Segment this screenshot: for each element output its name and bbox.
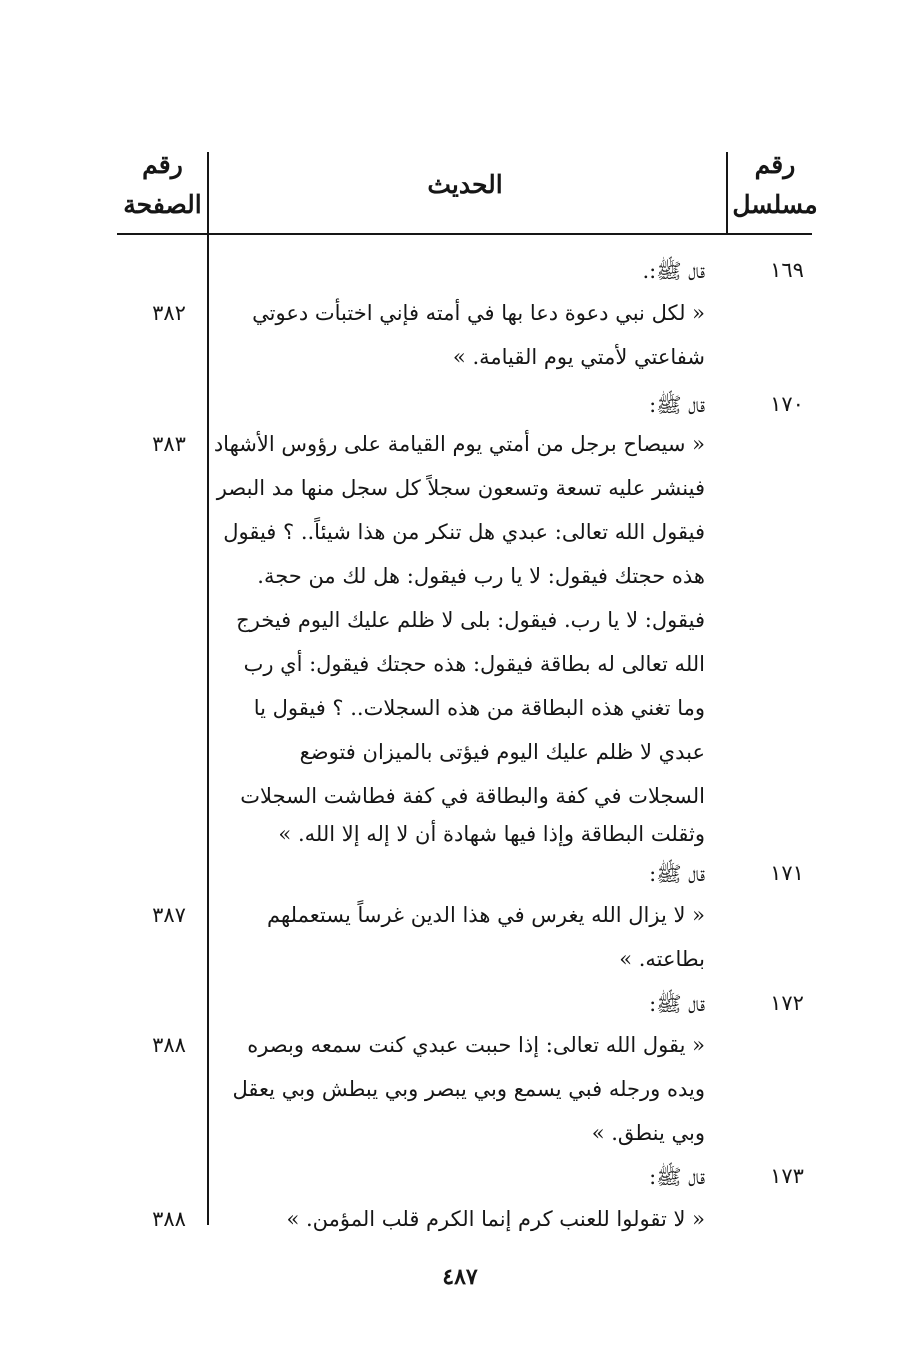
intro-line: قال ﷺ: <box>649 992 705 1016</box>
hadith-line: فينشر عليه تسعة وتسعون سجلاً كل سجل منها مد البصر <box>216 476 705 500</box>
hadith-line: الله تعالى له بطاقة فيقول: هذه حجتك فيقول: أي رب <box>243 652 705 676</box>
header-page-line2: الصفحة <box>123 190 202 219</box>
intro-line: قال ﷺ: <box>649 393 705 417</box>
serial-number: ١٦٩ <box>770 258 804 282</box>
intro-line: قال ﷺ: <box>649 862 705 886</box>
header-hadith: الحديث <box>427 170 503 199</box>
page-reference: ٣٨٨ <box>152 1033 186 1057</box>
header-page-line1: رقم <box>142 150 183 179</box>
serial-number: ١٧٠ <box>770 392 804 416</box>
hadith-line: فيقول: لا يا رب. فيقول: بلى لا ظلم عليك اليوم فيخرج <box>236 608 705 632</box>
hadith-line: فيقول الله تعالى: عبدي هل تنكر من هذا شيئاً.. ؟ فيقول <box>223 520 705 544</box>
hadith-line: « يقول الله تعالى: إذا حببت عبدي كنت سمعه وبصره <box>247 1033 705 1057</box>
intro-line: قال ﷺ: <box>649 1165 705 1189</box>
page-number: ٤٨٧ <box>442 1264 478 1290</box>
hadith-line: عبدي لا ظلم عليك اليوم فيؤتى بالميزان فتوضع <box>299 740 705 764</box>
hadith-line: شفاعتي لأمتي يوم القيامة. » <box>452 345 705 369</box>
hadith-line: ويده ورجله فبي يسمع وبي يبصر وبي يبطش وبي يعقل <box>232 1077 705 1101</box>
page-reference: ٣٨٣ <box>152 432 186 456</box>
hadith-line: « لا يزال الله يغرس في هذا الدين غرساً يستعملهم <box>267 903 705 927</box>
header-serial <box>730 145 820 227</box>
column-divider-left <box>207 152 209 1225</box>
header-divider-horizontal <box>117 233 812 235</box>
hadith-line: وما تغني هذه البطاقة من هذه السجلات.. ؟ فيقول يا <box>253 696 705 720</box>
page-reference: ٣٨٧ <box>152 903 186 927</box>
page-reference: ٣٨٨ <box>152 1207 186 1231</box>
intro-line: قال ﷺ:. <box>642 259 705 283</box>
serial-number: ١٧١ <box>770 861 804 885</box>
hadith-line: وثقلت البطاقة وإذا فيها شهادة أن لا إله إلا الله. » <box>278 822 705 846</box>
page-reference: ٣٨٢ <box>152 301 186 325</box>
header-serial-line2: مسلسل <box>732 190 818 219</box>
header-page <box>120 145 205 227</box>
header-serial-line1: رقم <box>754 150 796 179</box>
serial-number: ١٧٢ <box>770 991 804 1015</box>
hadith-line: بطاعته. » <box>619 947 705 971</box>
hadith-line: « سيصاح برجل من أمتي يوم القيامة على رؤوس الأشهاد <box>213 432 705 456</box>
serial-number: ١٧٣ <box>770 1164 804 1188</box>
hadith-line: وبي ينطق. » <box>591 1121 705 1145</box>
header-divider-right <box>726 152 728 235</box>
hadith-line: « لا تقولوا للعنب كرم إنما الكرم قلب المؤمن. » <box>286 1207 705 1231</box>
hadith-line: « لكل نبي دعوة دعا بها في أمته فإني اختبأت دعوتي <box>252 301 705 325</box>
hadith-line: هذه حجتك فيقول: لا يا رب فيقول: هل لك من حجة. <box>257 564 705 588</box>
hadith-line: السجلات في كفة والبطاقة في كفة فطاشت السجلات <box>240 784 705 808</box>
